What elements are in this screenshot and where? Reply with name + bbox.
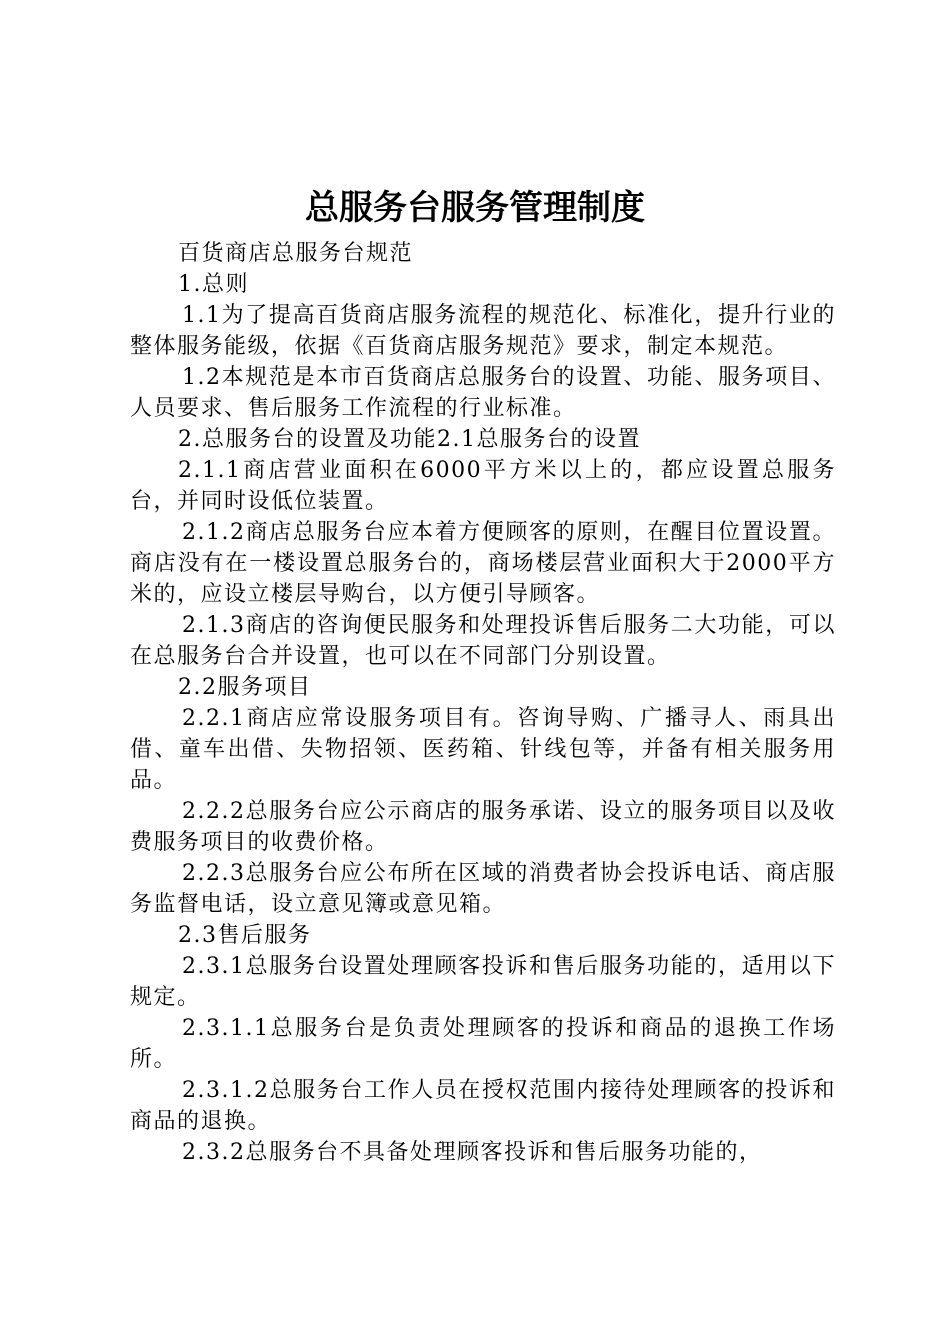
- paragraph-2-3: 2.3售后服务: [178, 923, 312, 948]
- document-body: [130, 238, 836, 1168]
- paragraph-2-3-2: 2.3.2总服务台不具备处理顾客投诉和售后服务功能的，: [182, 1140, 763, 1165]
- paragraph-2-2-3: 2.2.3总服务台应公布所在区域的消费者协会投诉电话、商店服务监督电话，设立意见簿或意见箱。: [130, 861, 836, 917]
- paragraph-2-2-1: 2.2.1商店应常设服务项目有。咨询导购、广播寻人、雨具出借、童车出借、失物招领、医药箱、针线包等，并备有相关服务用品。: [130, 706, 836, 793]
- paragraph-2-1-2: 2.1.2商店总服务台应本着方便顾客的原则，在醒目位置设置。商店没有在一楼设置总服务台的，商场楼层营业面积大于2000平方米的，应设立楼层导购台，以方便引导顾客。: [130, 520, 836, 607]
- paragraph-2-3-1-2: 2.3.1.2总服务台工作人员在授权范围内接待处理顾客的投诉和商品的退换。: [130, 1078, 836, 1134]
- paragraph-subtitle: 百货商店总服务台规范: [178, 241, 414, 266]
- paragraph-2-3-1: 2.3.1总服务台设置处理顾客投诉和售后服务功能的，适用以下规定。: [130, 954, 836, 1010]
- paragraph-2-2-2: 2.2.2总服务台应公示商店的服务承诺、设立的服务项目以及收费服务项目的收费价格。: [130, 799, 836, 855]
- paragraph-2-3-1-1: 2.3.1.1总服务台是负责处理顾客的投诉和商品的退换工作场所。: [130, 1016, 836, 1072]
- paragraph-2-2: 2.2服务项目: [178, 675, 312, 700]
- paragraph-section-1: 1.总则: [178, 272, 249, 297]
- paragraph-1-1: 1.1为了提高百货商店服务流程的规范化、标准化，提升行业的整体服务能级，依据《百货商店服务规范》要求，制定本规范。: [130, 303, 836, 359]
- paragraph-1-2: 1.2本规范是本市百货商店总服务台的设置、功能、服务项目、人员要求、售后服务工作流程的行业标准。: [130, 365, 836, 421]
- paragraph-2-1-3: 2.1.3商店的咨询便民服务和处理投诉售后服务二大功能，可以在总服务台合并设置，也可以在不同部门分别设置。: [130, 613, 836, 669]
- document-title: 总服务台服务管理制度: [305, 188, 645, 228]
- paragraph-section-2: 2.总服务台的设置及功能2.1总服务台的设置: [178, 427, 641, 452]
- paragraph-2-1-1: 2.1.1商店营业面积在6000平方米以上的，都应设置总服务台，并同时设低位装置。: [130, 458, 836, 514]
